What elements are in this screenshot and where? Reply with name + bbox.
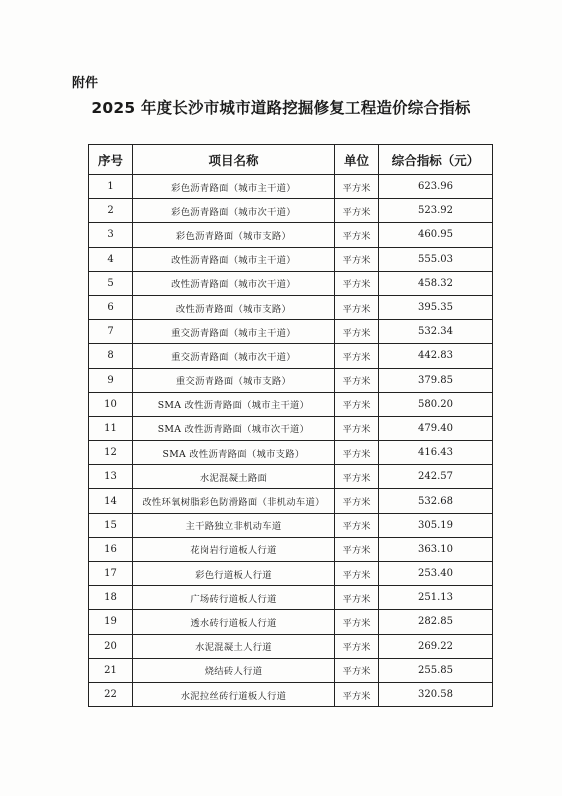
- row-index: 18: [89, 586, 133, 610]
- table-row: [89, 586, 493, 610]
- table-row: [89, 271, 493, 295]
- row-unit: 平方米: [335, 465, 379, 489]
- row-item-name: 重交沥青路面（城市次干道）: [133, 344, 335, 368]
- row-price: 460.95: [379, 223, 493, 247]
- row-index: 11: [89, 416, 133, 440]
- row-index: 22: [89, 682, 133, 706]
- row-unit: 平方米: [335, 682, 379, 706]
- row-item-name: 彩色沥青路面（城市支路）: [133, 223, 335, 247]
- row-price: 395.35: [379, 295, 493, 319]
- row-item-name: 彩色沥青路面（城市次干道）: [133, 199, 335, 223]
- row-price: 320.58: [379, 682, 493, 706]
- row-index: 14: [89, 489, 133, 513]
- row-index: 9: [89, 368, 133, 392]
- row-price: 479.40: [379, 416, 493, 440]
- table-row: [89, 344, 493, 368]
- row-index: 17: [89, 562, 133, 586]
- header-unit: 单位: [335, 145, 379, 175]
- row-unit: 平方米: [335, 416, 379, 440]
- row-price: 305.19: [379, 513, 493, 537]
- table-row: [89, 295, 493, 319]
- row-unit: 平方米: [335, 199, 379, 223]
- row-item-name: 改性沥青路面（城市主干道）: [133, 247, 335, 271]
- header-index: 序号: [89, 145, 133, 175]
- price-index-table: [88, 144, 493, 707]
- row-item-name: SMA 改性沥青路面（城市次干道）: [133, 416, 335, 440]
- row-price: 623.96: [379, 175, 493, 199]
- row-price: 282.85: [379, 610, 493, 634]
- table-row: [89, 562, 493, 586]
- table-row: [89, 682, 493, 706]
- row-unit: 平方米: [335, 537, 379, 561]
- row-price: 555.03: [379, 247, 493, 271]
- table-row: [89, 368, 493, 392]
- table-row: [89, 320, 493, 344]
- table-header-row: [89, 145, 493, 175]
- row-price: 379.85: [379, 368, 493, 392]
- table-row: [89, 465, 493, 489]
- table-row: [89, 634, 493, 658]
- row-item-name: 花岗岩行道板人行道: [133, 537, 335, 561]
- row-index: 13: [89, 465, 133, 489]
- row-item-name: 改性环氧树脂彩色防滑路面（非机动车道）: [133, 489, 335, 513]
- row-item-name: 彩色沥青路面（城市主干道）: [133, 175, 335, 199]
- row-index: 5: [89, 271, 133, 295]
- table-row: [89, 610, 493, 634]
- table-row: [89, 247, 493, 271]
- row-item-name: SMA 改性沥青路面（城市主干道）: [133, 392, 335, 416]
- row-unit: 平方米: [335, 562, 379, 586]
- table-row: [89, 441, 493, 465]
- row-unit: 平方米: [335, 586, 379, 610]
- row-price: 532.68: [379, 489, 493, 513]
- table-row: [89, 175, 493, 199]
- table-row: [89, 658, 493, 682]
- row-index: 15: [89, 513, 133, 537]
- table-row: [89, 489, 493, 513]
- row-unit: 平方米: [335, 513, 379, 537]
- row-price: 416.43: [379, 441, 493, 465]
- row-price: 253.40: [379, 562, 493, 586]
- row-price: 458.32: [379, 271, 493, 295]
- table-row: [89, 199, 493, 223]
- row-price: 251.13: [379, 586, 493, 610]
- row-item-name: 重交沥青路面（城市主干道）: [133, 320, 335, 344]
- row-unit: 平方米: [335, 658, 379, 682]
- row-unit: 平方米: [335, 320, 379, 344]
- row-index: 4: [89, 247, 133, 271]
- row-index: 6: [89, 295, 133, 319]
- row-price: 523.92: [379, 199, 493, 223]
- row-unit: 平方米: [335, 368, 379, 392]
- row-index: 8: [89, 344, 133, 368]
- row-index: 12: [89, 441, 133, 465]
- row-item-name: 广场砖行道板人行道: [133, 586, 335, 610]
- row-index: 21: [89, 658, 133, 682]
- row-index: 7: [89, 320, 133, 344]
- row-index: 1: [89, 175, 133, 199]
- row-item-name: 改性沥青路面（城市支路）: [133, 295, 335, 319]
- table-row: [89, 392, 493, 416]
- attachment-label: 附件: [72, 76, 99, 91]
- row-item-name: 重交沥青路面（城市支路）: [133, 368, 335, 392]
- table-row: [89, 537, 493, 561]
- row-price: 532.34: [379, 320, 493, 344]
- row-unit: 平方米: [335, 634, 379, 658]
- table-row: [89, 513, 493, 537]
- row-price: 442.83: [379, 344, 493, 368]
- row-item-name: 水泥拉丝砖行道板人行道: [133, 682, 335, 706]
- row-unit: 平方米: [335, 344, 379, 368]
- row-unit: 平方米: [335, 441, 379, 465]
- header-name: 项目名称: [133, 145, 335, 175]
- row-index: 3: [89, 223, 133, 247]
- row-item-name: SMA 改性沥青路面（城市支路）: [133, 441, 335, 465]
- row-price: 242.57: [379, 465, 493, 489]
- row-unit: 平方米: [335, 175, 379, 199]
- row-unit: 平方米: [335, 610, 379, 634]
- row-item-name: 彩色行道板人行道: [133, 562, 335, 586]
- row-item-name: 主干路独立非机动车道: [133, 513, 335, 537]
- row-unit: 平方米: [335, 271, 379, 295]
- row-unit: 平方米: [335, 223, 379, 247]
- row-item-name: 改性沥青路面（城市次干道）: [133, 271, 335, 295]
- row-index: 19: [89, 610, 133, 634]
- table-row: [89, 416, 493, 440]
- document-title: 2025 年度长沙市城市道路挖掘修复工程造价综合指标: [91, 99, 471, 117]
- row-price: 255.85: [379, 658, 493, 682]
- row-unit: 平方米: [335, 247, 379, 271]
- row-price: 580.20: [379, 392, 493, 416]
- row-index: 2: [89, 199, 133, 223]
- row-index: 10: [89, 392, 133, 416]
- row-item-name: 烧结砖人行道: [133, 658, 335, 682]
- row-index: 16: [89, 537, 133, 561]
- row-item-name: 水泥混凝土人行道: [133, 634, 335, 658]
- row-unit: 平方米: [335, 392, 379, 416]
- row-item-name: 水泥混凝土路面: [133, 465, 335, 489]
- row-price: 363.10: [379, 537, 493, 561]
- table-row: [89, 223, 493, 247]
- header-price: 综合指标（元）: [379, 145, 493, 175]
- row-index: 20: [89, 634, 133, 658]
- row-item-name: 透水砖行道板人行道: [133, 610, 335, 634]
- row-unit: 平方米: [335, 489, 379, 513]
- row-unit: 平方米: [335, 295, 379, 319]
- row-price: 269.22: [379, 634, 493, 658]
